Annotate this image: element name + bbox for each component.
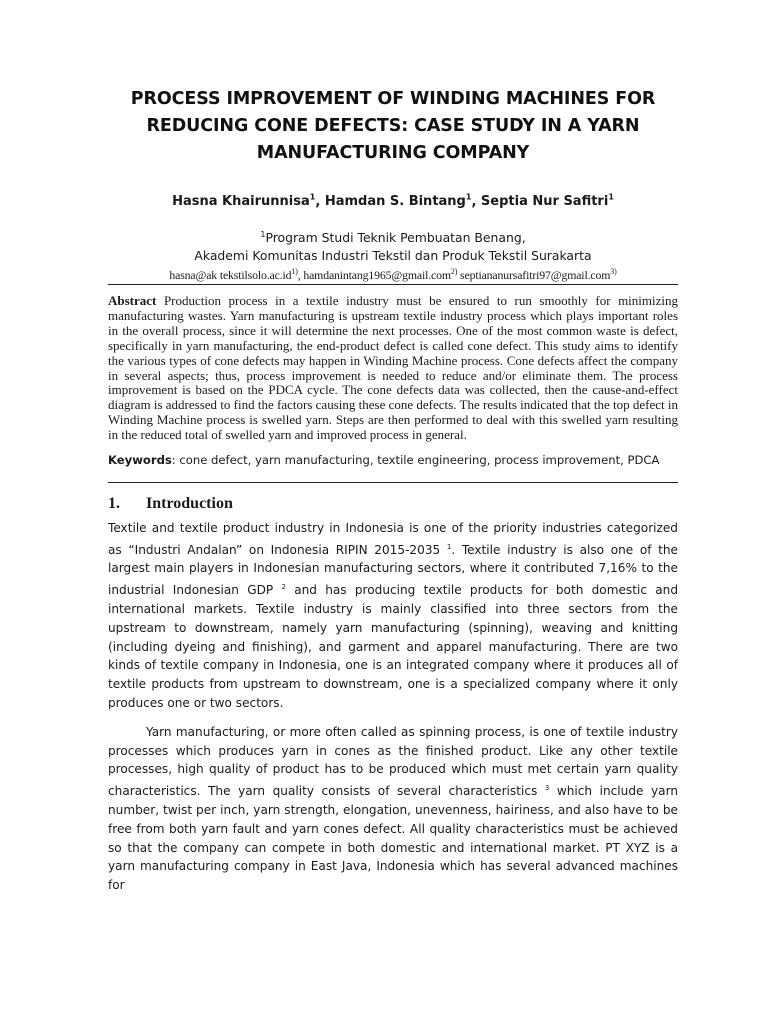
affiliation-line-2: Akademi Komunitas Industri Tekstil dan Produk Tekstil Surakarta — [194, 248, 592, 264]
section-number: 1. — [108, 494, 120, 512]
section-title: Introduction — [146, 494, 233, 512]
author-emails: hasna@ak $tekstilsolo.ac.id^{1)}$, hamdanintang1965@gmail.com$^{2)}$ septiananursafitri97@gmail.com$^{3)}$ — [169, 267, 617, 283]
title-line-2: REDUCING CONE DEFECTS: CASE STUDY IN A YARN — [146, 116, 640, 136]
keywords — [108, 452, 678, 468]
affiliation — [108, 226, 678, 265]
citation-ref-2[interactable]: 2 — [281, 583, 286, 592]
abstract-bottom-rule — [108, 482, 678, 483]
abstract-top-rule — [108, 284, 678, 285]
citation-ref-3[interactable]: 3 — [544, 784, 550, 793]
title-line-3: MANUFACTURING COMPANY — [256, 143, 530, 163]
affiliation-line-1: $^1$Program Studi Teknik Pembuatan Benang, — [260, 230, 526, 246]
email-2[interactable]: hamdanintang1965@gmail.com — [303, 268, 451, 283]
author-2: Hamdan S. Bintang$^1$ — [324, 193, 472, 210]
email-3[interactable]: septiananursafitri97@gmail.com — [460, 268, 611, 283]
keywords-label: Keywords — [108, 452, 172, 467]
abstract-label: Abstract — [108, 293, 157, 309]
abstract-text: Production process in a textile industry must be ensured to run smoothly for minimizing manufacturing wastes. Yarn manufacturing is upstream textile industry process which plays important roles in the overall process, since it will determine the next processes. One of the most common waste is defect, specifically in yarn manufacturing, the end-product defect is called cone defect. This study aims to identify the various types of cone defects may happen in Winding Machine process. Cone defects affect the company in several aspects; thus, process improvement is needed to reduce and/or eliminate them. The process improvement is based on the PDCA cycle. The cone defects data was collected, then the cause-and-effect diagram is addressed to find the factors causing these cone defects. The results indicated that the top defect in Winding Machine process is swelled yarn. Steps are then performed to deal with this swelled yarn resulting in the reduced total of swelled yarn and improved process in general. — [108, 293, 679, 442]
section-heading-introduction — [108, 494, 678, 514]
citation-ref-1[interactable]: 1 — [446, 542, 452, 551]
author-3: Septia Nur Safitri$^1$ — [480, 193, 614, 210]
abstract — [108, 294, 678, 442]
title-line-1: PROCESS IMPROVEMENT OF WINDING MACHINES FOR — [130, 89, 656, 109]
intro-paragraph-1: Textile and textile product industry in Indonesia is one of the priority industries categorized as “Industri Andalan” on Indonesia RIPIN 2015-2035 $^1$. Textile industry is also one of the largest main players in Indonesian manufacturing sectors, where it contributed 7,16% to the industrial Indonesian GDP $^2$ and has producing textile products for both domestic and international markets. Textile industry is mainly classified into three sectors from the upstream to downstream, namely yarn manufacturing (spinning), weaving and knitting (including dyeing and finishing), and garment and apparel manufacturing. There are two kinds of textile company in Indonesia, one is an integrated company where it produces all of textile products from upstream to downstream, one is a specialized company where it only produces one or two sectors. — [108, 520, 679, 711]
paper-page — [108, 86, 678, 895]
keywords-text: : cone defect, yarn manufacturing, textile engineering, process improvement, PDCA — [171, 452, 660, 467]
author-1: Hasna Khairunnisa$^1$ — [172, 193, 316, 210]
paper-title — [108, 86, 678, 167]
email-1[interactable]: hasna@ak tekstilsolo.ac.id — [169, 268, 292, 283]
author-list: Hasna Khairunnisa$^1$, Hamdan S. Bintang$^1$, Septia Nur Safitri$^1$ — [172, 193, 614, 210]
intro-paragraph-2: Yarn manufacturing, or more often called as spinning process, is one of textile industry processes which produces yarn in cones as the finished product. Like any other textile processes, high quality of product has to be produced which must met certain yarn quality characteristics. The yarn quality consists of several characteristics $^3$ which include yarn number, twist per inch, yarn strength, elongation, unevenness, hairiness, and also have to be free from both yarn fault and yarn cones defect. All quality characteristics must be achieved so that the company can compete in both domestic and international market. PT XYZ is a yarn manufacturing company in East Java, Indonesia which has several advanced machines for — [108, 724, 678, 893]
